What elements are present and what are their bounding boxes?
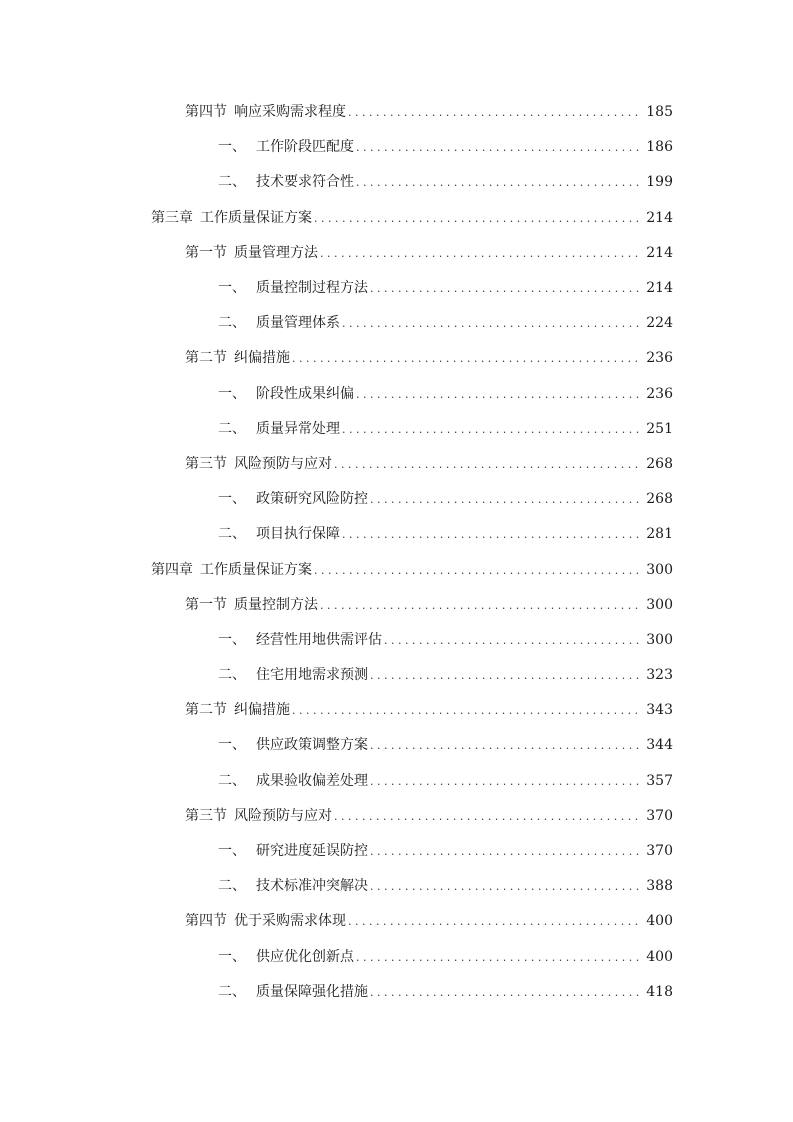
toc-dot-leader <box>370 985 640 1001</box>
toc-entry-label <box>218 280 368 296</box>
toc-entry-title: 住宅用地需求预测 <box>256 667 368 684</box>
toc-dot-leader <box>314 563 640 579</box>
toc-entry-line <box>218 843 673 860</box>
toc-entry-number: 二、 <box>218 878 246 895</box>
toc-entry-number: 一、 <box>218 385 246 402</box>
toc-entry[interactable] <box>0 940 793 975</box>
toc-dot-leader <box>348 105 640 121</box>
toc-entry-title: 工作质量保证方案 <box>200 209 312 226</box>
toc-entry[interactable] <box>0 552 793 587</box>
toc-entry-line <box>218 737 673 754</box>
toc-entry-line <box>185 702 673 719</box>
toc-entry-title: 经营性用地供需评估 <box>256 631 382 648</box>
toc-entry-line <box>218 386 673 403</box>
toc-entry-number: 二、 <box>218 526 246 543</box>
toc-dot-leader <box>292 703 640 719</box>
toc-entry[interactable] <box>0 588 793 623</box>
toc-entry-line <box>185 597 673 614</box>
toc-entry-line <box>218 667 673 684</box>
toc-entry-label <box>218 526 340 542</box>
toc-entry-number: 一、 <box>218 280 246 297</box>
toc-entry-title: 质量保障强化措施 <box>256 983 368 1000</box>
toc-entry[interactable] <box>0 236 793 271</box>
toc-entry-number: 一、 <box>218 948 246 965</box>
toc-entry-title: 工作阶段匹配度 <box>256 139 354 156</box>
toc-entry-page-number: 344 <box>646 737 673 754</box>
toc-entry-title: 质量控制过程方法 <box>256 280 368 297</box>
toc-dot-leader <box>334 457 640 473</box>
toc-entry-page-number: 300 <box>646 631 673 648</box>
toc-entry-title: 工作质量保证方案 <box>200 561 312 578</box>
toc-entry[interactable] <box>0 447 793 482</box>
toc-entry-title: 技术要求符合性 <box>256 174 354 191</box>
toc-entry-line <box>185 808 673 825</box>
toc-entry[interactable] <box>0 306 793 341</box>
toc-entry-page-number: 186 <box>646 139 673 156</box>
toc-entry[interactable] <box>0 341 793 376</box>
toc-dot-leader <box>370 492 640 508</box>
toc-entry-page-number: 214 <box>646 209 673 226</box>
toc-dot-leader <box>342 422 640 438</box>
toc-entry[interactable] <box>0 975 793 1010</box>
toc-dot-leader <box>370 738 640 754</box>
toc-entry[interactable] <box>0 517 793 552</box>
toc-entry-page-number: 199 <box>646 174 673 191</box>
toc-dot-leader <box>370 879 640 895</box>
toc-entry-number: 第三节 <box>185 455 227 472</box>
toc-entry-number: 第四节 <box>185 104 227 121</box>
toc-dot-leader <box>356 387 640 403</box>
toc-entry-number: 第二节 <box>185 350 227 367</box>
toc-entry-title: 质量管理体系 <box>256 315 340 332</box>
toc-dot-leader <box>356 175 640 191</box>
toc-entry-page-number: 185 <box>646 104 673 121</box>
toc-entry[interactable] <box>0 130 793 165</box>
toc-entry-number: 第一节 <box>185 596 227 613</box>
toc-entry-label <box>185 350 290 366</box>
toc-entry[interactable] <box>0 799 793 834</box>
toc-entry-label <box>151 562 312 578</box>
toc-entry-label <box>218 773 368 789</box>
toc-entry-label <box>218 949 354 965</box>
toc-entry-page-number: 400 <box>646 913 673 930</box>
toc-entry[interactable] <box>0 693 793 728</box>
toc-entry-page-number: 281 <box>646 526 673 543</box>
toc-entry-line <box>218 315 673 332</box>
toc-entry-page-number: 236 <box>646 350 673 367</box>
toc-entry-number: 一、 <box>218 737 246 754</box>
toc-entry-line <box>185 456 673 473</box>
toc-entry-number: 二、 <box>218 315 246 332</box>
toc-entry-line <box>185 245 673 262</box>
toc-entry-line <box>218 139 673 156</box>
toc-entry-line <box>218 174 673 191</box>
toc-entry-number: 一、 <box>218 491 246 508</box>
toc-entry-label <box>218 984 368 1000</box>
toc-entry-number: 二、 <box>218 772 246 789</box>
toc-entry-title: 研究进度延误防控 <box>256 843 368 860</box>
toc-entry-label <box>218 315 340 331</box>
toc-entry-label <box>185 913 346 929</box>
toc-entry-title: 政策研究风险防控 <box>256 491 368 508</box>
toc-dot-leader <box>348 914 640 930</box>
toc-entry-label <box>218 491 368 507</box>
toc-entry-title: 纠偏措施 <box>234 350 290 367</box>
toc-entry-label <box>218 174 354 190</box>
toc-entry-page-number: 224 <box>646 315 673 332</box>
toc-dot-leader <box>320 246 640 262</box>
toc-entry-title: 质量管理方法 <box>234 244 318 261</box>
toc-entry-page-number: 370 <box>646 807 673 824</box>
toc-dot-leader <box>342 316 640 332</box>
toc-entry-page-number: 214 <box>646 280 673 297</box>
toc-dot-leader <box>370 774 640 790</box>
toc-entry-page-number: 323 <box>646 667 673 684</box>
toc-entry-number: 二、 <box>218 983 246 1000</box>
toc-entry-number: 第三节 <box>185 807 227 824</box>
toc-entry-number: 第一节 <box>185 244 227 261</box>
table-of-contents <box>0 95 793 1010</box>
toc-entry-line <box>218 421 673 438</box>
toc-entry-line <box>218 526 673 543</box>
toc-dot-leader <box>370 668 640 684</box>
toc-entry-label <box>151 210 312 226</box>
toc-entry-line <box>185 913 673 930</box>
toc-dot-leader <box>356 950 640 966</box>
toc-entry-page-number: 300 <box>646 596 673 613</box>
toc-entry-number: 二、 <box>218 174 246 191</box>
toc-entry-title: 优于采购需求体现 <box>234 913 346 930</box>
toc-entry-label <box>218 737 368 753</box>
toc-entry[interactable] <box>0 623 793 658</box>
toc-dot-leader <box>370 281 640 297</box>
toc-entry-page-number: 214 <box>646 244 673 261</box>
toc-entry[interactable] <box>0 95 793 130</box>
toc-entry-page-number: 268 <box>646 491 673 508</box>
toc-entry-number: 第四章 <box>151 561 193 578</box>
toc-entry-label <box>218 667 368 683</box>
toc-entry-line <box>151 210 673 227</box>
toc-entry-label <box>185 808 332 824</box>
toc-dot-leader <box>384 633 640 649</box>
toc-dot-leader <box>320 598 640 614</box>
toc-entry-title: 阶段性成果纠偏 <box>256 385 354 402</box>
toc-entry[interactable] <box>0 165 793 200</box>
toc-entry[interactable] <box>0 764 793 799</box>
toc-entry-label <box>185 702 290 718</box>
toc-entry-label <box>218 632 382 648</box>
toc-entry-line <box>185 350 673 367</box>
toc-dot-leader <box>334 809 640 825</box>
toc-entry[interactable] <box>0 658 793 693</box>
toc-entry-title: 纠偏措施 <box>234 702 290 719</box>
toc-entry-label <box>185 104 346 120</box>
toc-entry-label <box>185 597 318 613</box>
toc-entry-line <box>218 773 673 790</box>
toc-entry-line <box>218 280 673 297</box>
toc-entry-line <box>218 984 673 1001</box>
toc-entry-number: 第四节 <box>185 913 227 930</box>
toc-entry-title: 质量异常处理 <box>256 420 340 437</box>
toc-entry-page-number: 343 <box>646 702 673 719</box>
toc-entry-page-number: 400 <box>646 948 673 965</box>
toc-entry[interactable] <box>0 728 793 763</box>
toc-entry-line <box>218 632 673 649</box>
toc-entry[interactable] <box>0 482 793 517</box>
toc-entry-label <box>185 456 332 472</box>
toc-entry-title: 风险预防与应对 <box>234 455 332 472</box>
toc-entry-line <box>151 562 673 579</box>
toc-entry-label <box>218 139 354 155</box>
toc-entry[interactable] <box>0 201 793 236</box>
toc-entry-title: 风险预防与应对 <box>234 807 332 824</box>
toc-entry-page-number: 268 <box>646 455 673 472</box>
toc-entry-page-number: 370 <box>646 843 673 860</box>
toc-entry[interactable] <box>0 904 793 939</box>
toc-dot-leader <box>370 844 640 860</box>
toc-entry-number: 第三章 <box>151 209 193 226</box>
toc-dot-leader <box>356 140 640 156</box>
toc-entry-page-number: 418 <box>646 983 673 1000</box>
toc-entry-title: 响应采购需求程度 <box>234 104 346 121</box>
toc-entry-number: 一、 <box>218 139 246 156</box>
toc-entry[interactable] <box>0 834 793 869</box>
toc-entry-label <box>218 421 340 437</box>
toc-entry-label <box>218 878 368 894</box>
toc-entry-label <box>185 245 318 261</box>
toc-entry-page-number: 357 <box>646 772 673 789</box>
toc-entry-title: 供应优化创新点 <box>256 948 354 965</box>
toc-entry-line <box>218 878 673 895</box>
toc-entry-line <box>218 949 673 966</box>
toc-entry-line <box>218 491 673 508</box>
toc-dot-leader <box>314 211 640 227</box>
toc-entry[interactable] <box>0 377 793 412</box>
toc-entry-title: 质量控制方法 <box>234 596 318 613</box>
toc-entry-page-number: 251 <box>646 420 673 437</box>
toc-entry-title: 成果验收偏差处理 <box>256 772 368 789</box>
toc-entry-title: 技术标准冲突解决 <box>256 878 368 895</box>
toc-entry[interactable] <box>0 271 793 306</box>
toc-dot-leader <box>292 351 640 367</box>
toc-entry[interactable] <box>0 412 793 447</box>
toc-entry-line <box>185 104 673 121</box>
toc-entry-title: 供应政策调整方案 <box>256 737 368 754</box>
toc-entry-number: 第二节 <box>185 702 227 719</box>
toc-entry-number: 一、 <box>218 843 246 860</box>
toc-entry-page-number: 300 <box>646 561 673 578</box>
toc-dot-leader <box>342 527 640 543</box>
toc-entry-label <box>218 843 368 859</box>
toc-entry-page-number: 388 <box>646 878 673 895</box>
toc-entry-number: 二、 <box>218 420 246 437</box>
toc-entry-title: 项目执行保障 <box>256 526 340 543</box>
toc-entry[interactable] <box>0 869 793 904</box>
toc-entry-label <box>218 386 354 402</box>
toc-entry-page-number: 236 <box>646 385 673 402</box>
toc-entry-number: 一、 <box>218 631 246 648</box>
toc-entry-number: 二、 <box>218 667 246 684</box>
